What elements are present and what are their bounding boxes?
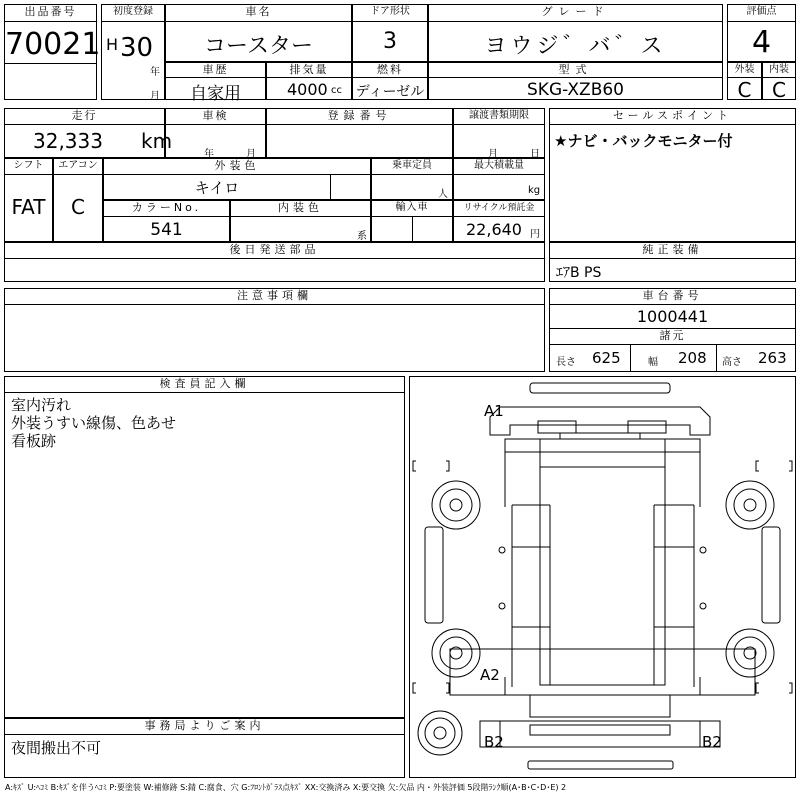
- grade-value: ヨウジ゛バ゛ス: [484, 34, 667, 59]
- chassis-label: 車台番号: [550, 289, 795, 305]
- int-color-box: [230, 200, 371, 242]
- notes-box: [4, 288, 545, 372]
- ext-grade-value: C: [737, 78, 752, 102]
- max-load-box: [453, 158, 545, 200]
- first-reg-month-unit: 月: [150, 91, 160, 102]
- first-reg-year: 30: [120, 33, 154, 63]
- recycle-label: リサイクル預託金: [454, 201, 544, 217]
- inspection-label: 車検: [166, 109, 265, 125]
- first-reg-box: [101, 4, 165, 100]
- sales-point-value: ★ナビ・バックモニター付: [554, 132, 733, 150]
- reg-no-box: [266, 108, 453, 158]
- lot-number: 70021: [5, 27, 101, 62]
- recycle-unit: 円: [530, 229, 540, 240]
- later-parts-box: [4, 242, 545, 282]
- fuel-box: [352, 62, 428, 100]
- width-label: 幅: [648, 357, 658, 368]
- ext-color-box: [103, 158, 371, 200]
- inspection-box: [165, 108, 266, 158]
- ext-grade-label: 外装: [728, 63, 761, 78]
- int-grade-label: 内装: [763, 63, 795, 78]
- fuel-label: 燃料: [353, 63, 427, 78]
- car-name-label: 車名: [166, 5, 351, 22]
- inspector-line-1: 室内汚れ: [11, 396, 72, 414]
- sales-point-box: [549, 108, 796, 242]
- inspector-line-3: 看板跡: [11, 432, 57, 450]
- damage-mark-a2: A2: [480, 666, 500, 684]
- capacity-label: 乗車定員: [372, 159, 452, 175]
- mileage-value: 32,333: [33, 129, 103, 153]
- shift-label: シフト: [5, 159, 52, 175]
- color-no-label: カラーNo.: [104, 201, 229, 217]
- car-name-box: [165, 4, 352, 62]
- first-reg-year-unit: 年: [150, 67, 160, 78]
- office-label: 事務局よりご案内: [5, 719, 404, 735]
- doors-label: ドア形状: [353, 5, 427, 22]
- model-value: SKG-XZB60: [527, 80, 624, 100]
- first-reg-era: H: [106, 35, 119, 54]
- genuine-value: ｴｱB PS: [556, 265, 602, 281]
- office-box: [4, 718, 405, 778]
- displacement-value: 4000: [287, 80, 328, 99]
- color-no-box: [103, 200, 230, 242]
- aircon-box: [53, 158, 103, 242]
- capacity-box: [371, 158, 453, 200]
- lot-label: 出品番号: [5, 5, 96, 22]
- mileage-box: [4, 108, 173, 158]
- later-parts-label: 後日発送部品: [5, 243, 544, 259]
- history-value: 自家用: [190, 84, 241, 104]
- mileage-label: 走行: [5, 109, 164, 125]
- bus-diagram-svg: [410, 377, 795, 777]
- grade-label: グレード: [429, 5, 722, 22]
- fuel-value: ディーゼル: [355, 84, 425, 100]
- width-value: 208: [678, 349, 707, 367]
- chassis-value: 1000441: [550, 305, 795, 329]
- doors-box: [352, 4, 428, 62]
- height-label: 高さ: [722, 357, 742, 368]
- grade-box: [428, 4, 723, 62]
- max-load-unit: kg: [528, 185, 541, 196]
- transfer-box: [453, 108, 545, 158]
- inspector-box: [4, 376, 405, 718]
- legend-footer: A:ｷｽﾞ U:ﾍｺﾐ B:ｷｽﾞを伴うﾍｺﾐ P:要塗装 W:補修跡 S:錆 C:腐食、穴 G:ﾌﾛﾝﾄｶﾞﾗｽ点ｷｽﾞ XX:交換済み X:要交換 欠:欠品 内・外装評価 5段階ﾗﾝｸ順(A･B･C･D･E) 2: [5, 783, 567, 792]
- notes-label: 注意事項欄: [5, 289, 544, 305]
- recycle-box: [453, 200, 545, 242]
- color-no-value: 541: [150, 220, 183, 240]
- recycle-value: 22,640: [466, 220, 522, 239]
- length-value: 625: [592, 349, 621, 367]
- import-label: 輸入車: [372, 201, 452, 217]
- model-box: [428, 62, 723, 100]
- score-label: 評価点: [728, 5, 795, 22]
- score-box: [727, 4, 796, 62]
- ext-color-value: キイロ: [194, 179, 240, 197]
- inspection-month-unit: 月: [246, 149, 256, 160]
- vehicle-diagram: [409, 376, 796, 778]
- aircon-value: C: [71, 195, 85, 219]
- damage-mark-b2-left: B2: [484, 733, 504, 751]
- damage-mark-b2-right: B2: [702, 733, 722, 751]
- office-value: 夜間搬出不可: [11, 739, 102, 757]
- score-value: 4: [751, 25, 772, 60]
- ext-color-label: 外装色: [104, 159, 370, 175]
- import-box: [371, 200, 453, 242]
- displacement-box: [266, 62, 352, 100]
- int-color-label: 内装色: [231, 201, 370, 217]
- inspector-label: 検査員記入欄: [5, 377, 404, 393]
- length-label: 長さ: [556, 357, 576, 368]
- history-box: [165, 62, 266, 104]
- int-color-unit: 系: [357, 231, 367, 242]
- genuine-box: [549, 242, 796, 282]
- first-reg-label: 初度登録: [102, 5, 164, 22]
- height-value: 263: [758, 349, 787, 367]
- doors-value: 3: [383, 29, 397, 54]
- model-label: 型式: [429, 63, 722, 78]
- damage-mark-a1: A1: [484, 402, 504, 420]
- genuine-label: 純正装備: [550, 243, 795, 259]
- shift-value: FAT: [11, 195, 46, 219]
- inspection-year-unit: 年: [204, 149, 214, 160]
- displacement-label: 排気量: [267, 63, 351, 78]
- transfer-day-unit: 日: [530, 149, 540, 160]
- car-name: コースター: [204, 34, 313, 59]
- dims-label: 諸元: [550, 329, 795, 345]
- displacement-unit: cc: [331, 85, 342, 96]
- inspector-line-2: 外装うすい線傷、色あせ: [11, 414, 177, 432]
- max-load-label: 最大積載量: [454, 159, 544, 175]
- capacity-unit: 人: [438, 189, 448, 200]
- int-grade-value: C: [772, 78, 786, 102]
- shift-box: [4, 158, 53, 242]
- aircon-label: エアコン: [54, 159, 102, 175]
- sales-point-label: セールスポイント: [550, 109, 795, 125]
- history-label: 車歴: [166, 63, 265, 78]
- ext-grade-box: [727, 62, 762, 100]
- transfer-label: 譲渡書類期限: [454, 109, 544, 125]
- int-grade-box: [762, 62, 796, 100]
- mileage-unit: km: [141, 129, 173, 153]
- chassis-box: [549, 288, 796, 372]
- reg-no-label: 登録番号: [267, 109, 452, 125]
- lot-box: [4, 4, 101, 100]
- transfer-month-unit: 月: [488, 149, 498, 160]
